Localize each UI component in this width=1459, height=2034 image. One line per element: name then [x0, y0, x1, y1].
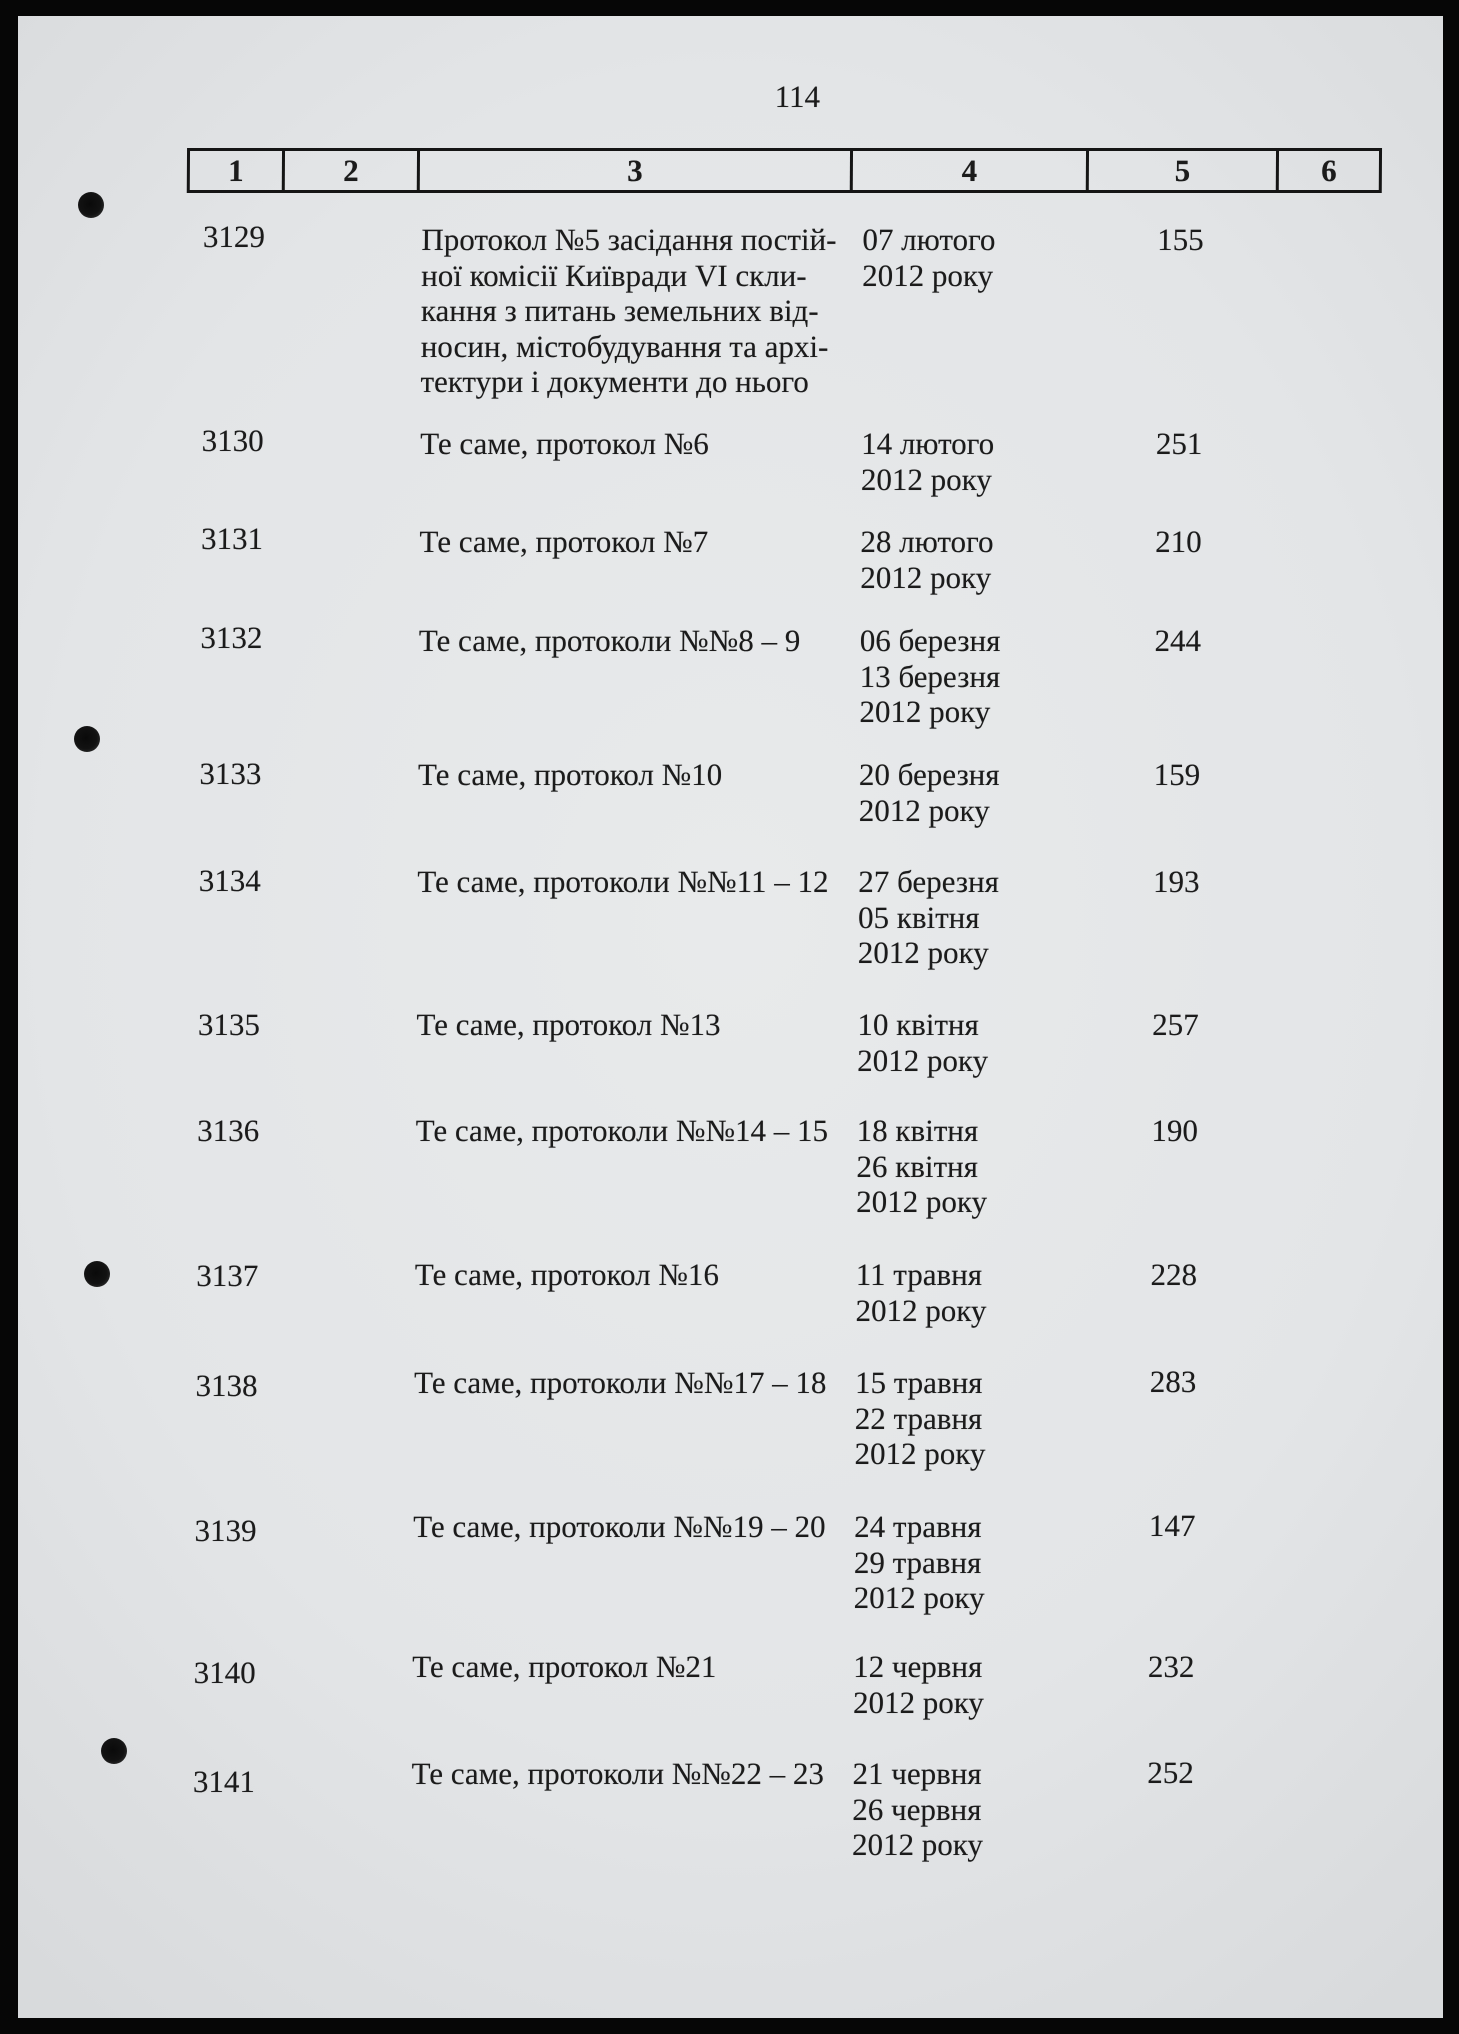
row-date-line: 2012 року	[856, 1184, 988, 1219]
row-date-line: 2012 року	[854, 1436, 986, 1471]
row-number: 3141	[192, 1764, 256, 1799]
row-number: 3138	[195, 1368, 258, 1403]
row-date-line: 07 лютого	[862, 222, 996, 257]
row-number: 3132	[200, 620, 263, 655]
row-date-line: 2012 року	[851, 1827, 984, 1862]
header-cell-6: 6	[1276, 151, 1379, 190]
row-date-line: 2012 року	[860, 559, 992, 595]
row-date-line: 24 травня	[854, 1509, 982, 1544]
row-date-line: 12 червня	[853, 1649, 983, 1684]
row-dates	[854, 1509, 986, 1616]
row-number: 3135	[197, 1007, 260, 1042]
row-title-line: Те саме, протокол №21	[412, 1649, 717, 1684]
row-title-line: Те саме, протоколи №№17 – 18	[413, 1365, 827, 1400]
row-date-line: 2012 року	[860, 461, 992, 497]
row-number: 3140	[193, 1655, 256, 1690]
row-title	[413, 1509, 826, 1545]
row-title-line: Те саме, протоколи №№22 – 23	[411, 1756, 825, 1791]
row-title-line: Те саме, протоколи №№8 – 9	[418, 623, 801, 658]
row-sheet-count: 232	[1147, 1649, 1195, 1684]
row-sheet-count: 251	[1155, 426, 1203, 461]
header-cell-1: 1	[228, 153, 244, 188]
row-title-line: Те саме, протокол №6	[420, 426, 709, 461]
row-date-line: 14 лютого	[861, 426, 995, 461]
row-title-line: Те саме, протокол №16	[414, 1257, 720, 1292]
row-date-line: 10 квітня	[857, 1007, 979, 1042]
row-sheet-count: 228	[1150, 1257, 1198, 1292]
row-date-line: 27 березня	[858, 864, 1000, 899]
row-title-line: Протокол №5 засідання постій-	[421, 222, 837, 257]
row-number: 3131	[200, 521, 264, 556]
row-title	[420, 222, 836, 400]
row-title-line: Те саме, протокол №13	[416, 1007, 721, 1042]
row-title-line: ної комісії Київради VI скли-	[421, 257, 807, 293]
row-dates	[853, 1649, 984, 1720]
row-title	[419, 524, 708, 560]
row-title-line: тектури і документи до нього	[420, 364, 809, 399]
row-sheet-count: 155	[1157, 222, 1204, 257]
row-date-line: 11 травня	[855, 1257, 983, 1292]
row-sheet-count: 210	[1155, 524, 1202, 559]
row-title-line: кання з питань земельних від-	[420, 293, 819, 328]
row-title	[417, 864, 828, 900]
row-title-line: Те саме, протоколи №№11 – 12	[417, 864, 829, 899]
row-number: 3137	[196, 1258, 259, 1293]
header-cell-2: 2	[282, 151, 417, 190]
row-title-line: Те саме, протокол №10	[417, 757, 723, 792]
row-sheet-count: 257	[1152, 1007, 1199, 1042]
row-title-line: Те саме, протокол №7	[419, 524, 709, 559]
row-date-line: 18 квітня	[856, 1113, 979, 1148]
row-dates	[861, 426, 995, 497]
row-sheet-count: 190	[1151, 1113, 1199, 1148]
row-title	[420, 426, 709, 462]
row-sheet-count: 283	[1149, 1364, 1197, 1399]
row-date-line: 2012 року	[857, 935, 989, 970]
row-date-line: 2012 року	[862, 257, 994, 293]
row-number: 3139	[194, 1513, 257, 1548]
row-date-line: 06 березня	[859, 623, 1001, 658]
header-cell-5: 5	[1086, 151, 1276, 190]
row-title	[419, 623, 801, 659]
row-date-line: 2012 року	[852, 1684, 984, 1720]
row-dates	[858, 864, 999, 971]
page-number: 114	[774, 79, 821, 114]
row-title	[416, 1007, 720, 1043]
row-number: 3136	[197, 1113, 260, 1148]
header-cell-4: 4	[850, 151, 1086, 190]
row-title	[414, 1365, 827, 1401]
row-sheet-count: 193	[1152, 864, 1200, 899]
row-date-line: 22 травня	[854, 1400, 983, 1436]
row-date-line: 20 березня	[858, 757, 1000, 792]
row-title-line: Те саме, протоколи №№19 – 20	[413, 1509, 826, 1544]
row-date-line: 2012 року	[857, 1042, 989, 1078]
row-title	[416, 1113, 829, 1149]
header-cell-3: 3	[417, 151, 850, 190]
row-number: 3133	[199, 756, 262, 791]
row-date-line: 2012 року	[858, 792, 990, 828]
row-date-line: 2012 року	[855, 1292, 987, 1328]
row-title	[411, 1756, 824, 1792]
row-date-line: 26 квітня	[856, 1148, 979, 1184]
row-date-line: 28 лютого	[860, 524, 994, 559]
row-sheet-count: 159	[1153, 757, 1201, 792]
row-dates	[855, 1257, 986, 1328]
row-number: 3129	[202, 219, 266, 254]
row-date-line: 05 квітня	[857, 899, 980, 935]
row-date-line: 2012 року	[859, 694, 991, 729]
row-dates	[852, 1756, 984, 1863]
row-dates	[862, 222, 996, 293]
row-dates	[860, 524, 994, 595]
row-date-line: 29 травня	[853, 1544, 982, 1580]
row-title	[415, 1257, 719, 1293]
row-date-line: 26 червня	[852, 1791, 982, 1827]
row-dates	[859, 757, 1000, 828]
row-date-line: 2012 року	[853, 1580, 985, 1615]
row-date-line: 13 березня	[859, 658, 1001, 694]
row-number: 3134	[198, 863, 261, 898]
row-date-line: 21 червня	[852, 1756, 982, 1791]
row-dates	[857, 1007, 988, 1078]
row-number: 3130	[201, 423, 264, 458]
row-dates	[859, 623, 1000, 730]
table-header	[187, 148, 1382, 193]
row-title	[412, 1649, 716, 1685]
row-dates	[856, 1113, 988, 1220]
row-dates	[854, 1365, 986, 1472]
row-title-line: носин, містобудування та архі-	[420, 328, 829, 364]
row-title-line: Те саме, протоколи №№14 – 15	[415, 1113, 829, 1148]
row-sheet-count: 252	[1147, 1755, 1194, 1790]
row-title	[418, 757, 722, 793]
row-sheet-count: 147	[1148, 1508, 1196, 1543]
row-date-line: 15 травня	[854, 1365, 983, 1400]
row-sheet-count: 244	[1154, 623, 1202, 658]
